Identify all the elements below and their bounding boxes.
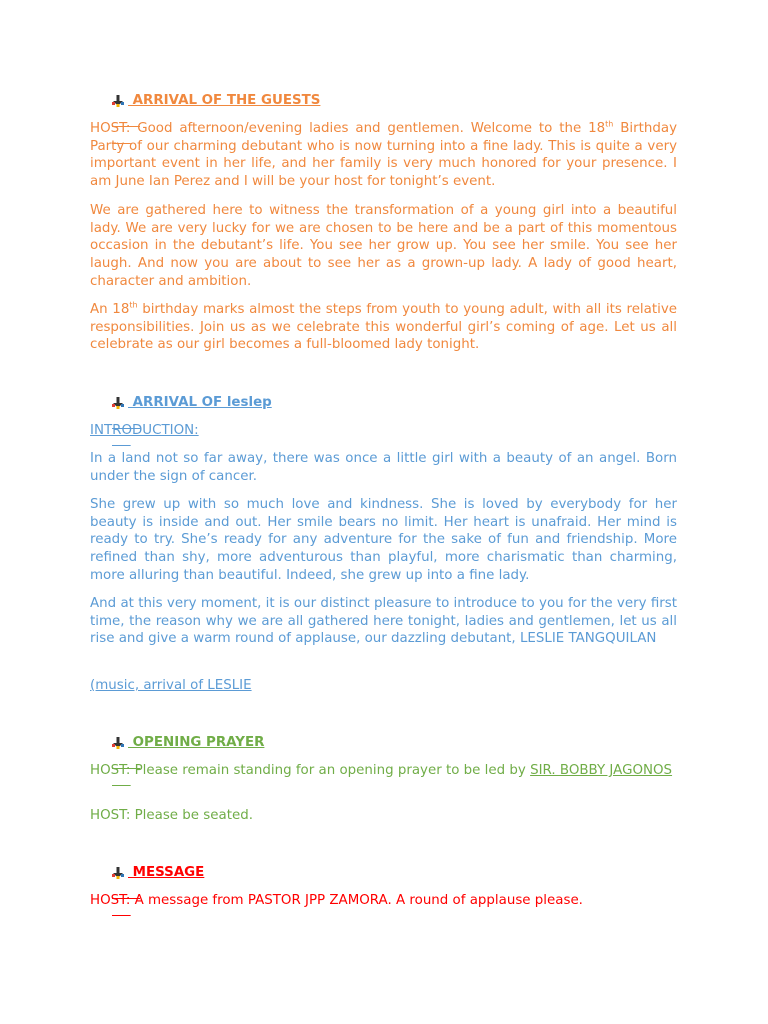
superscript: th [605, 119, 614, 129]
music-note: (music, arrival of LESLIE [90, 678, 252, 693]
heading-opening-prayer [112, 734, 264, 752]
heading-text: OPENING PRAYER [128, 735, 265, 750]
heading-text: ARRIVAL OF leslep [128, 395, 272, 410]
introduction-label: INTRODUCTION: [90, 423, 199, 438]
superscript: th [129, 300, 138, 310]
paragraph-land-not-so-far: In a land not so far away, there was once a little girl with a beauty of an angel. Born under the sign of cancer. [90, 451, 677, 484]
arrow-bullet-icon [112, 95, 124, 107]
paragraph-message-from-pastor: HOST: A message from PASTOR JPP ZAMORA. A round of applause please. [90, 893, 583, 908]
paragraph-text: Birthday Party of our charming debutant who is now turning into a fine lady. This is quite a very important event in her life, and her family is very much honored for your presence. I am June Ian Perez and I will be your host for tonight’s event. [90, 121, 678, 190]
paragraph-remain-standing [90, 762, 677, 780]
paragraph-text: An 18 [90, 302, 130, 317]
heading-message [112, 864, 204, 882]
heading-arrival-of-the-guests [112, 92, 320, 110]
arrow-bullet-icon [112, 737, 124, 749]
paragraph-18th-birthday [90, 301, 677, 354]
paragraph-be-seated: HOST: Please be seated. [90, 808, 253, 823]
heading-text: MESSAGE [128, 865, 205, 880]
prayer-leader-name: SIR. BOBBY JAGONOS [530, 763, 673, 778]
paragraph-host-welcome [90, 120, 677, 191]
arrow-bullet-icon [112, 397, 124, 409]
heading-text: ARRIVAL OF THE GUESTS [128, 93, 321, 108]
paragraph-text: HOST: Good afternoon/evening ladies and gentlemen. Welcome to the 18 [90, 121, 606, 136]
paragraph-this-very-moment: And at this very moment, it is our distinct pleasure to introduce to you for the very first time, the reason why we are all gathered here tonight, ladies and gentlemen, let us all rise and give a warm round of applause, our dazzling debutant, LESLIE TANGQUILAN [90, 596, 677, 647]
arrow-bullet-icon [112, 867, 124, 879]
heading-arrival-of-leslep [112, 394, 272, 412]
paragraph-grew-up: She grew up with so much love and kindness. She is loved by everybody for her beauty is inside and out. Her smile bears no limit. Her heart is unafraid. Her mind is ready to try. She’s ready for any adventure for the sake of fun and friendship. More refined than shy, more adventurous than playful, more charismatic than charming, more alluring than beautiful. Indeed, she grew up into a fine lady. [90, 497, 677, 583]
paragraph-text: birthday marks almost the steps from youth to young adult, with all its relative responsibilities. Join us as we celebrate this wonderful girl’s coming of age. Let us all celebrate as our girl becomes a full-bloomed lady tonight. [90, 302, 677, 353]
paragraph-text: HOST: Please remain standing for an opening prayer to be led by [90, 763, 531, 778]
paragraph-gathered-here: We are gathered here to witness the transformation of a young girl into a beautiful lady. We are very lucky for we are chosen to be here and be a part of this momentous occasion in the debutant’s life. You see her grow up. You see her smile. You see her laugh. And now you are about to see her as a grown-up lady. A lady of good heart, character and ambition. [90, 203, 677, 289]
